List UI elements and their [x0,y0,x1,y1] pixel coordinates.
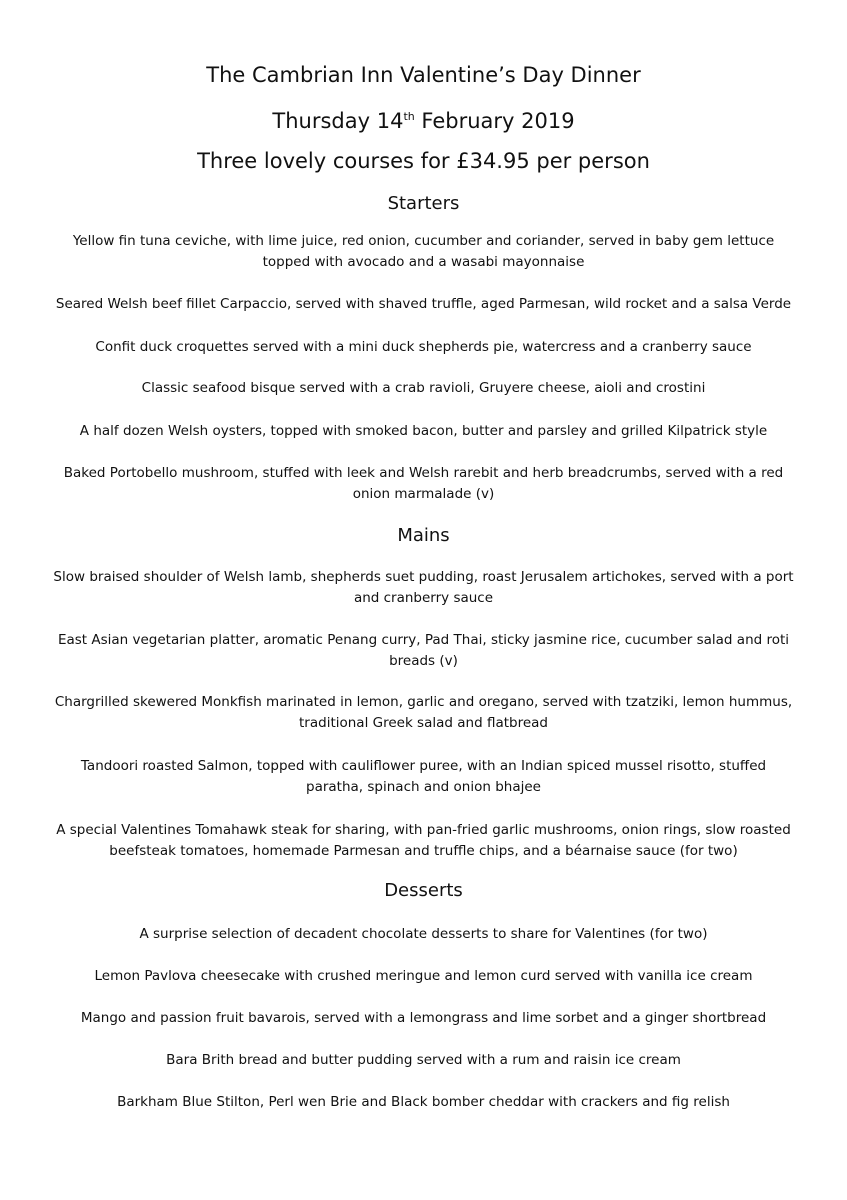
mains-item-line: and cranberry sauce [353,590,494,606]
event-date-rest: February 2019 [414,109,575,133]
starters-heading: Starters [387,193,460,214]
mains-item-line: Slow braised shoulder of Welsh lamb, shepherds suet pudding, roast Jerusalem artichokes, served with a port [53,569,794,585]
starters-item-line: Confit duck croquettes served with a mini duck shepherds pie, watercress and a cranberry sauce [95,339,752,355]
mains-heading: Mains [397,525,450,546]
mains-item-line: Tandoori roasted Salmon, topped with cauliflower puree, with an Indian spiced mussel risotto, stuffed [80,758,767,774]
desserts-item-line: Barkham Blue Stilton, Perl wen Brie and Black bomber cheddar with crackers and fig relish [117,1094,730,1110]
mains-item-line: traditional Greek salad and flatbread [299,715,548,731]
desserts-item-line: A surprise selection of decadent chocolate desserts to share for Valentines (for two) [139,926,708,942]
mains-item-line: paratha, spinach and onion bhajee [306,779,541,795]
starters-item-line: topped with avocado and a wasabi mayonnaise [262,254,585,270]
starters-item-line: Classic seafood bisque served with a crab ravioli, Gruyere cheese, aioli and crostini [141,380,706,396]
starters-item-line: Yellow fin tuna ceviche, with lime juice, red onion, cucumber and coriander, served in baby gem lettuce [72,233,775,249]
event-date [0,107,847,135]
event-date-prefix: Thursday 14 [272,109,404,133]
starters-item-line: onion marmalade (v) [352,486,495,502]
menu-title: The Cambrian Inn Valentine’s Day Dinner [206,63,641,87]
starters-item-line: Baked Portobello mushroom, stuffed with leek and Welsh rarebit and herb breadcrumbs, served with a red [63,465,784,481]
mains-item-line: beefsteak tomatoes, homemade Parmesan and truffle chips, and a béarnaise sauce (for two) [109,843,738,859]
price-line: Three lovely courses for £34.95 per person [197,149,650,173]
mains-item-line: breads (v) [389,653,458,669]
desserts-heading: Desserts [384,880,463,901]
mains-item-line: Chargrilled skewered Monkfish marinated in lemon, garlic and oregano, served with tzatziki, lemon hummus, [54,694,793,710]
desserts-item-line: Mango and passion fruit bavarois, served with a lemongrass and lime sorbet and a ginger shortbread [80,1010,767,1026]
starters-item-line: A half dozen Welsh oysters, topped with smoked bacon, butter and parsley and grilled Kilpatrick style [79,423,768,439]
event-date-ordinal: th [403,110,415,123]
mains-item-line: A special Valentines Tomahawk steak for sharing, with pan-fried garlic mushrooms, onion rings, slow roasted [56,822,791,838]
mains-item-line: East Asian vegetarian platter, aromatic Penang curry, Pad Thai, sticky jasmine rice, cucumber salad and roti [57,632,790,648]
starters-item-line: Seared Welsh beef fillet Carpaccio, served with shaved truffle, aged Parmesan, wild rocket and a salsa Verde [55,296,792,312]
desserts-item-line: Bara Brith bread and butter pudding served with a rum and raisin ice cream [166,1052,681,1068]
desserts-item-line: Lemon Pavlova cheesecake with crushed meringue and lemon curd served with vanilla ice cream [94,968,753,984]
